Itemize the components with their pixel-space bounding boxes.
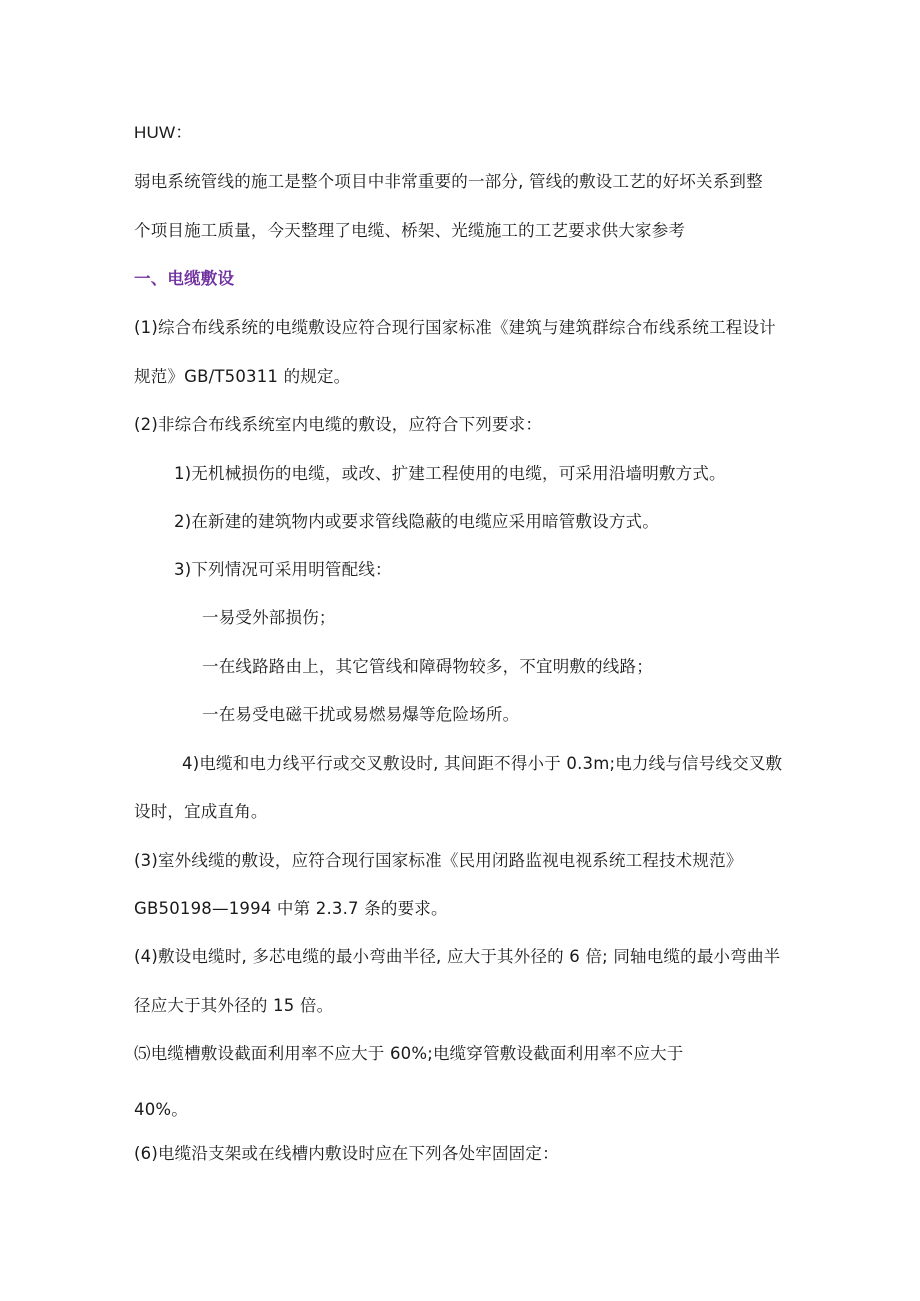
intro-line-1: 弱电系统管线的施工是整个项目中非常重要的一部分, 管线的敷设工艺的好坏关系到整 (134, 172, 763, 191)
header-mark: ΗUW： (134, 123, 193, 142)
paragraph-1-line-1: (1)综合布线系统的电缆敷设应符合现行国家标准《建筑与建筑群综合布线系统工程设计 (134, 318, 776, 337)
item-2-1: 1)无机械损伤的电缆，或改、扩建工程使用的电缆，可采用沿墙明敷方式。 (174, 464, 726, 483)
paragraph-4-line-1: (4)敷设电缆时, 多芯电缆的最小弯曲半径, 应大于其外径的 6 倍; 同轴电缆的最小弯曲半 (134, 947, 781, 966)
subitem-b: 一在线路路由上，其它管线和障碍物较多，不宜明敷的线路； (202, 657, 653, 676)
paragraph-5-line-2: 40%。 (134, 1100, 188, 1119)
subitem-c: 一在易受电磁干扰或易燃易爆等危险场所。 (202, 705, 520, 724)
item-2-4-line-2: 设时，宜成直角。 (134, 802, 268, 821)
item-2-4-line-1: 4)电缆和电力线平行或交叉敷设时, 其间距不得小于 0.3m;电力线与信号线交叉敷 (182, 754, 783, 773)
paragraph-2: (2)非综合布线系统室内电缆的敷设，应符合下列要求： (134, 415, 543, 434)
paragraph-3-line-1: (3)室外线缆的敷设，应符合现行国家标准《民用闭路监视电视系统工程技术规范》 (134, 851, 743, 870)
paragraph-3-line-2: GB50198—1994 中第 2.3.7 条的要求。 (134, 899, 448, 918)
intro-line-2: 个项目施工质量，今天整理了电缆、桥架、光缆施工的工艺要求供大家参考 (134, 221, 686, 240)
paragraph-6: (6)电缆沿支架或在线槽内敷设时应在下列各处牢固固定： (134, 1144, 559, 1163)
subitem-a: 一易受外部损伤； (202, 608, 336, 627)
item-2-3: 3)下列情况可采用明管配线： (174, 560, 392, 579)
paragraph-4-line-2: 径应大于其外径的 15 倍。 (134, 996, 334, 1015)
paragraph-5-line-1: ⑸电缆槽敷设截面利用率不应大于 60%;电缆穿管敷设截面利用率不应大于 (134, 1044, 684, 1063)
paragraph-1-line-2: 规范》GB/T50311 的规定。 (134, 367, 351, 386)
item-2-2: 2)在新建的建筑物内或要求管线隐蔽的电缆应采用暗管敷设方式。 (174, 512, 659, 531)
section-heading: 一、电缆敷设 (134, 269, 235, 288)
